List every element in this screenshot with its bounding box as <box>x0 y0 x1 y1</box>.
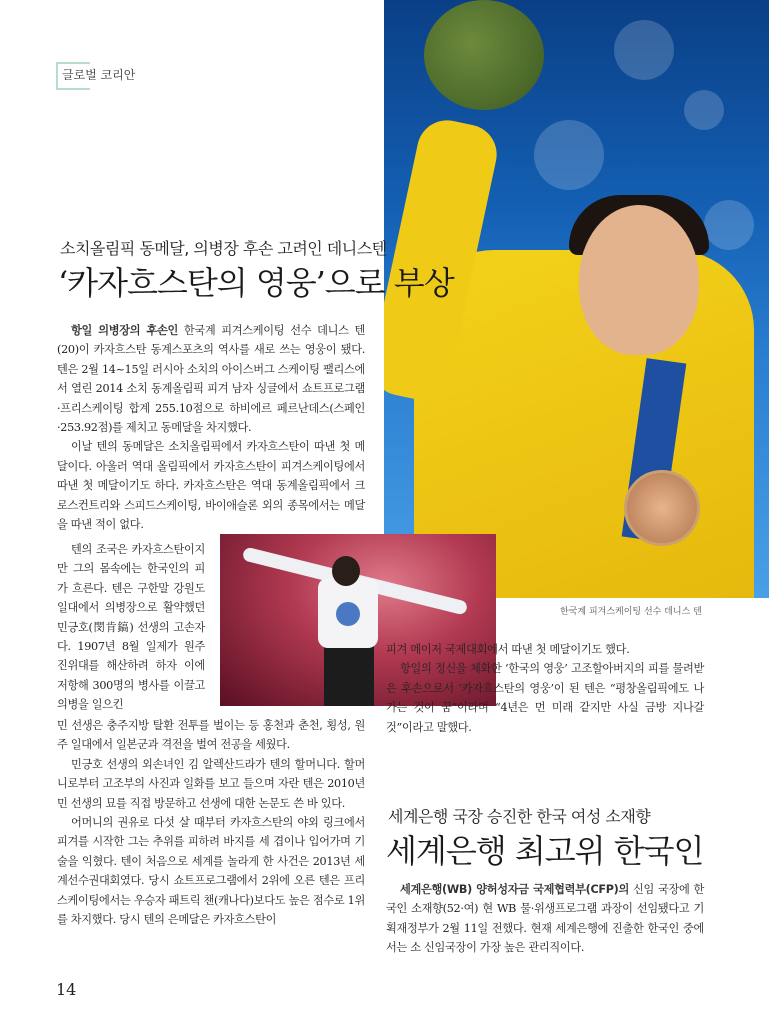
article1-paragraph-3: 텐의 조국은 카자흐스탄이지만 그의 몸속에는 한국인의 피가 흐른다. 텐은 구한말 강원도 일대에서 의병장으로 활약했던 민긍호(閔肯鎬) 선생의 고손자다. 1907년 8월 일제가 원주 진위대를 해산하려 하자 이에 저항해 300명의 병사를 이끌고 의병을 일으킨 <box>57 543 205 712</box>
article1-column-right <box>386 640 704 737</box>
article1-paragraph-3-cont: 민 선생은 충주지방 탈환 전투를 벌이는 등 홍천과 춘천, 횡성, 원주 일대에서 일본군과 격전을 벌여 전공을 세웠다. <box>57 719 365 752</box>
article2-lead: 세계은행(WB) 양허성자금 국제협력부(CFP)의 <box>400 883 629 896</box>
medal-icon <box>624 470 700 546</box>
hero-photo-caption: 한국계 피겨스케이팅 선수 데니스 텐 <box>560 607 702 617</box>
article1-paragraph-6: 항일의 정신을 체화한 ‘한국의 영웅’ 고조할아버지의 피를 물려받은 후손으로서 ‘카자흐스탄의 영웅’이 된 텐은 “평창올림픽에도 나가는 것이 꿈”이라며 “4년은 먼 미래 같지만 사실 금방 지나갈 것”이라고 말했다. <box>386 662 704 734</box>
article1-column-bottom <box>57 716 365 929</box>
article1-column-narrow <box>57 540 205 715</box>
article1-column-top <box>57 321 365 534</box>
article1-lead: 항일 의병장의 후손인 <box>71 324 178 337</box>
article2-paragraph-1-text: 신임 국장에 한국인 소재향(52·여) 현 WB 물·위생프로그램 과장이 선임됐다고 기획재정부가 2월 11일 전했다. 현재 세계은행에 진출한 한국인 중에서는 소 신임국장이 가장 높은 관리직이다. <box>386 883 704 955</box>
article1-paragraph-4: 민긍호 선생의 외손녀인 김 알렉산드라가 텐의 할머니다. 할머니로부터 고조부의 사진과 일화를 보고 들으며 자란 텐은 2010년 민 선생의 묘를 직접 방문하고 선생에 대한 논문도 쓴 바 있다. <box>57 757 365 810</box>
article1-headline: ‘카자흐스탄의 영웅’으로 부상 <box>58 264 454 302</box>
article1-paragraph-2: 이날 텐의 동메달은 소치올림픽에서 카자흐스탄이 따낸 첫 메달이다. 아울러 역대 올림픽에서 카자흐스탄이 피겨스케이팅에서 따낸 첫 메달이기도 하다. 카자흐스탄은 역대 동계올림픽에서 크로스컨트리와 스피드스케이팅, 바이애슬론 외의 종목에서는 메달을 따낸 적이 없다. <box>57 440 365 532</box>
article1-paragraph-1 <box>57 321 365 437</box>
article1-paragraph-1-text: 한국계 피겨스케이팅 선수 데니스 텐(20)이 카자흐스탄 동계스포츠의 역사를 새로 쓰는 영웅이 됐다. 텐은 2월 14~15일 러시아 소치의 아이스버그 스케이팅 팰리스에서 열린 2014 소치 동계올림픽 피겨 남자 싱글에서 쇼트프로그램·프리스케이팅 합계 255.10점으로 하비에르 페르난데스(스페인·253.92점)를 제치고 동메달을 차지했다. <box>57 324 365 435</box>
page-number: 14 <box>56 980 77 999</box>
article1-paragraph-5: 어머니의 권유로 다섯 살 때부터 카자흐스탄의 야외 링크에서 피겨를 시작한 그는 추위를 피하려 바지를 세 겹이나 입어가며 기술을 익혔다. 텐이 처음으로 세계를 놀라게 한 사건은 2013년 세계선수권대회였다. 당시 쇼트프로그램에서 2위에 오른 텐은 프리스케이팅에서는 우승자 패트릭 챈(캐나다)보다도 높은 점수로 1위를 차지했다. 당시 텐의 은메달은 카자흐스탄이 <box>57 816 365 927</box>
article2-column <box>386 880 704 958</box>
section-tag: 글로벌 코리안 <box>56 62 141 87</box>
article2-headline: 세계은행 최고위 한국인 <box>386 832 704 870</box>
article2-subhead: 세계은행 국장 승진한 한국 여성 소재향 <box>388 807 651 826</box>
article1-subhead: 소치올림픽 동메달, 의병장 후손 고려인 데니스텐 <box>60 239 387 258</box>
article1-paragraph-5-cont: 피겨 메이저 국제대회에서 따낸 첫 메달이기도 했다. <box>386 643 630 656</box>
article2-paragraph-1 <box>386 880 704 958</box>
